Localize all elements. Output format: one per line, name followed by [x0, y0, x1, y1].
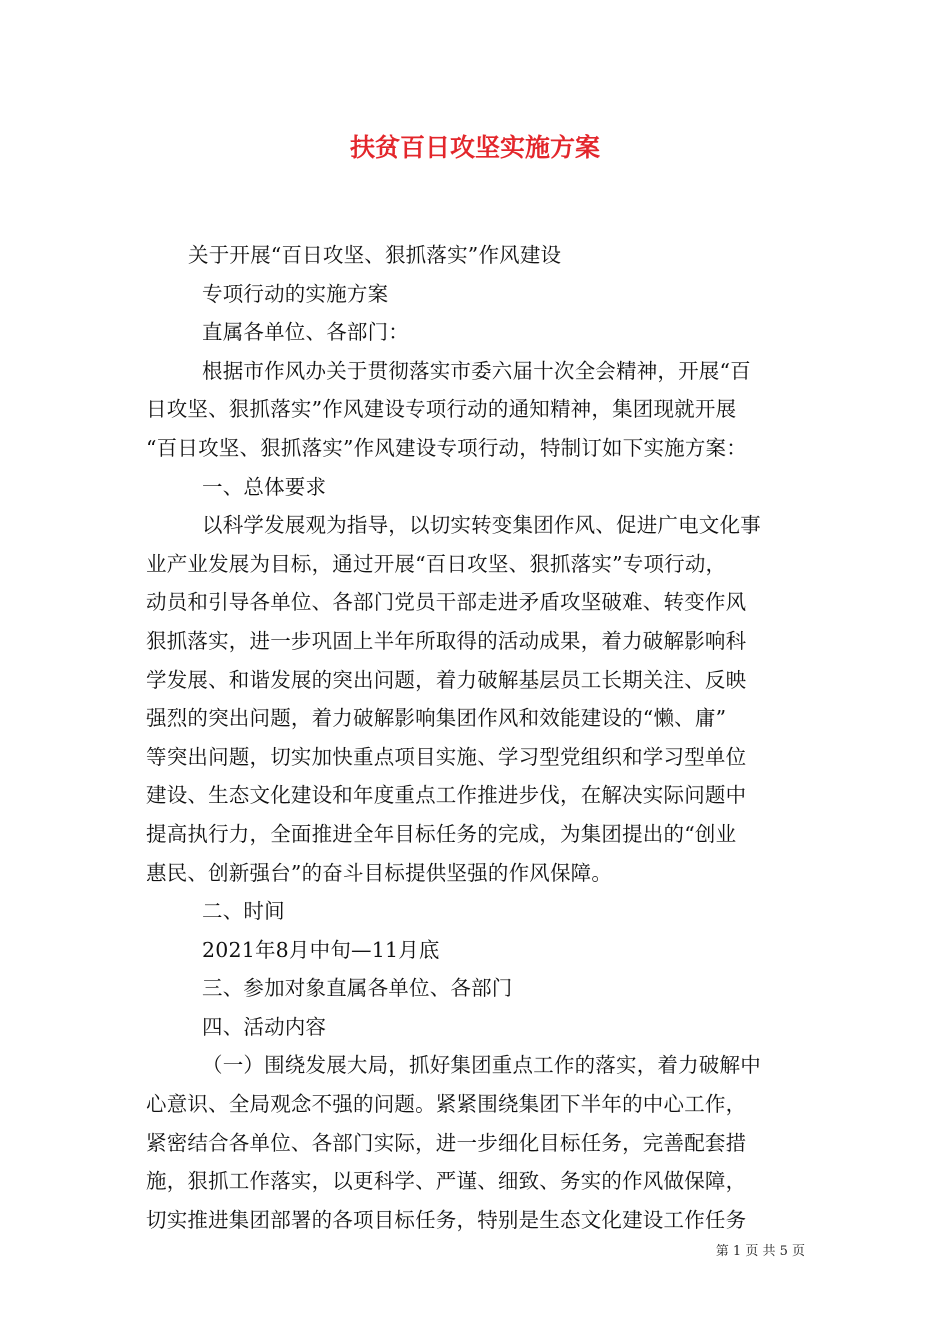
text-line: 日攻坚、狠抓落实”作风建设专项行动的通知精神，集团现就开展: [146, 397, 737, 422]
section-heading: 一、总体要求: [202, 474, 327, 499]
text-line: 狠抓落实，进一步巩固上半年所取得的活动成果，着力破解影响科: [146, 628, 747, 653]
text-line: 业产业发展为目标，通过开展“百日攻坚、狠抓落实”专项行动，: [146, 551, 727, 576]
text-line: （一）围绕发展大局，抓好集团重点工作的落实，着力破解中: [202, 1053, 761, 1078]
section-heading: 四、活动内容: [202, 1014, 327, 1039]
document-title: 扶贫百日攻坚实施方案: [349, 133, 600, 162]
text-line: 直属各单位、各部门：: [202, 320, 409, 345]
text-line: 切实推进集团部署的各项目标任务，特别是生态文化建设工作任务: [146, 1207, 747, 1232]
text-line: 建设、生态文化建设和年度重点工作推进步伐，在解决实际问题中: [146, 783, 747, 808]
page-number: 第 1 页 共 5 页: [715, 1244, 805, 1259]
text-line: 专项行动的实施方案: [202, 281, 389, 306]
text-line: 根据市作风办关于贯彻落实市委六届十次全会精神，开展“百: [202, 358, 751, 383]
document-body: [146, 236, 810, 1239]
text-line: 2021年8月中旬—11月底: [202, 937, 440, 962]
text-line: 施，狠抓工作落实，以更科学、严谨、细致、务实的作风做保障，: [146, 1169, 747, 1194]
text-line: 学发展、和谐发展的突出问题，着力破解基层员工长期关注、反映: [146, 667, 747, 692]
text-line: 紧密结合各单位、各部门实际，进一步细化目标任务，完善配套措: [146, 1130, 747, 1155]
text-line: 惠民、创新强台”的奋斗目标提供坚强的作风保障。: [146, 860, 613, 885]
text-line: 等突出问题，切实加快重点项目实施、学习型党组织和学习型单位: [146, 744, 747, 769]
section-heading: 三、参加对象直属各单位、各部门: [202, 976, 513, 1001]
section-heading: 二、时间: [202, 899, 285, 924]
text-line: 心意识、全局观念不强的问题。紧紧围绕集团下半年的中心工作，: [146, 1092, 747, 1117]
text-line: “百日攻坚、狠抓落实”作风建设专项行动，特制订如下实施方案：: [146, 435, 747, 460]
text-line: 以科学发展观为指导，以切实转变集团作风、促进广电文化事: [202, 513, 761, 538]
text-line: 关于开展“百日攻坚、狠抓落实”作风建设: [188, 243, 562, 267]
text-line: 提高执行力，全面推进全年目标任务的完成，为集团提出的“创业: [146, 821, 737, 846]
text-line: 强烈的突出问题，着力破解影响集团作风和效能建设的“懒、庸”: [146, 706, 727, 731]
text-line: 动员和引导各单位、各部门党员干部走进矛盾攻坚破难、转变作风: [146, 590, 747, 615]
